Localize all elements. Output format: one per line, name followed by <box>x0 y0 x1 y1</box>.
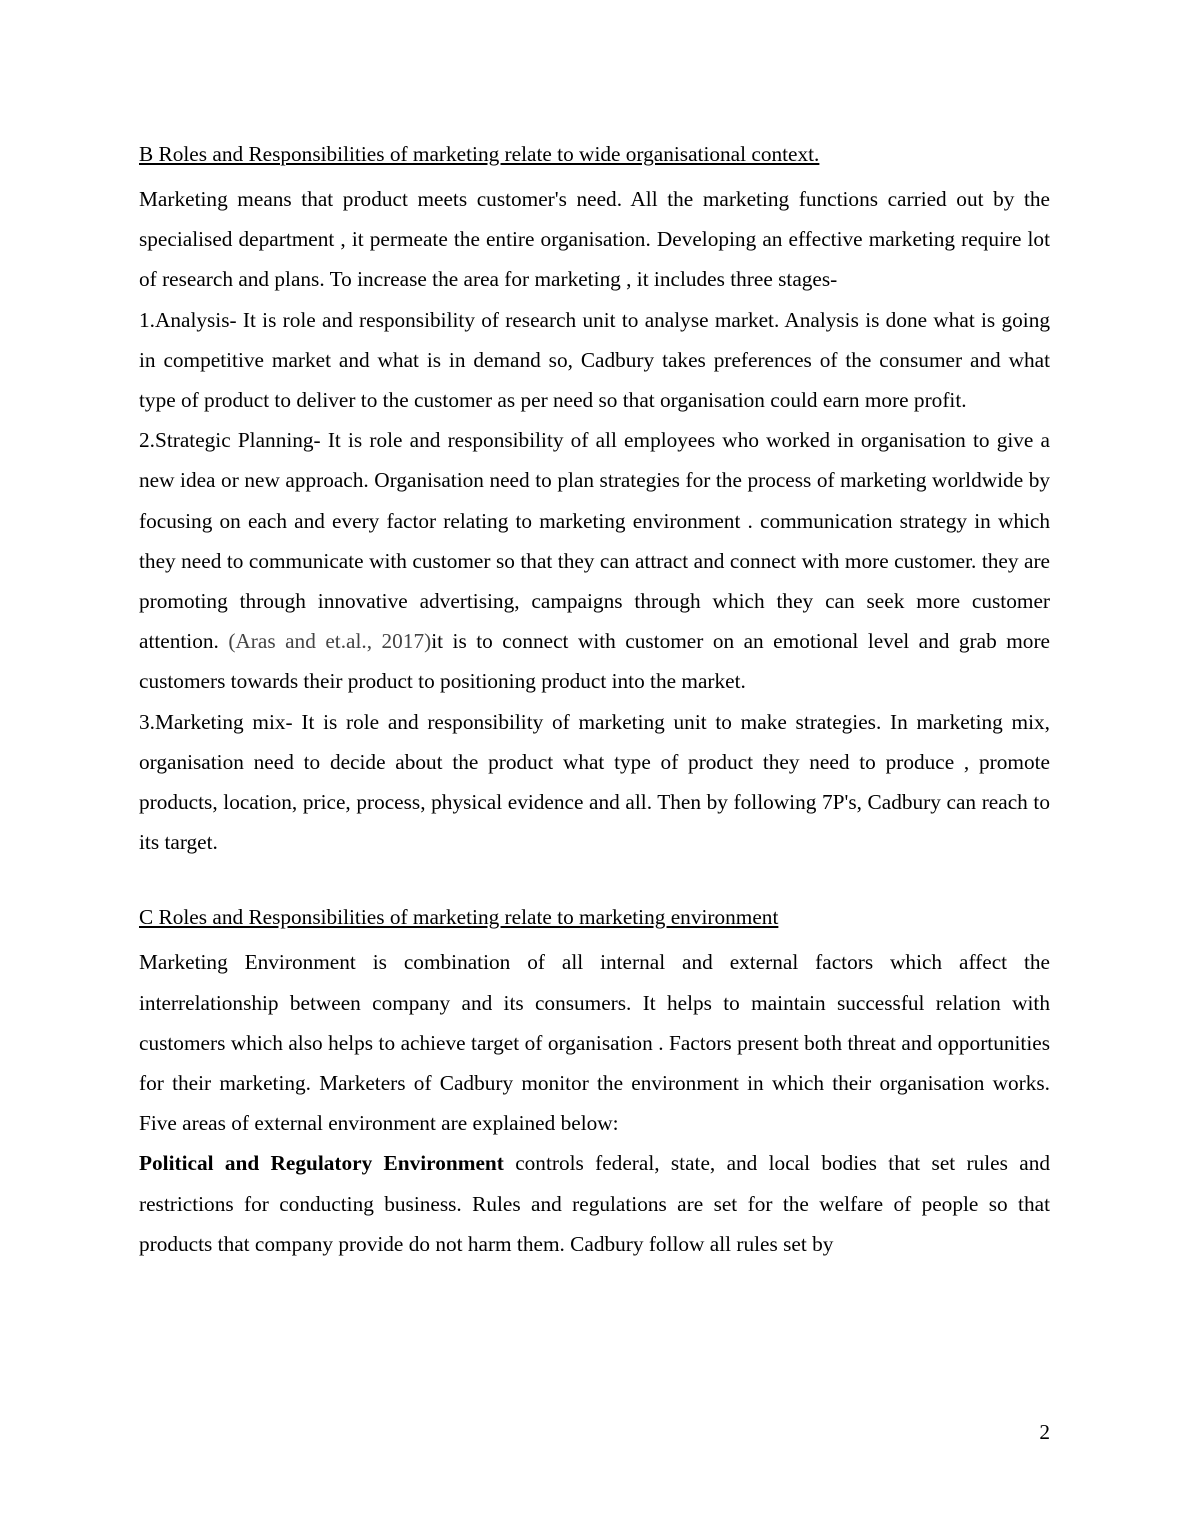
political-environment-text: controls federal, state, and local bodies that set rules and restrictions for conducting business. Rules and regulations are set for the welfare of people so that products that company provide do not harm them. Cadbury follow all rules set by <box>139 1151 1050 1256</box>
section-c-intro: Marketing Environment is combination of all internal and external factors which affect the interrelationship between company and its consumers. It helps to maintain successful relation with customers which also helps to achieve target of organisation . Factors present both threat and opportunities for their marketing. Marketers of Cadbury monitor the environment in which their organisation works. Five areas of external environment are explained below: <box>139 950 1050 1136</box>
strategic-planning-paragraph <box>139 420 1050 701</box>
citation: (Aras and et.al., 2017) <box>228 629 432 654</box>
political-environment-term: Political and Regulatory Environment <box>139 1151 504 1176</box>
analysis-paragraph: 1.Analysis- It is role and responsibility of research unit to analyse market. Analysis is done what is going in competitive market and what is in demand so, Cadbury takes preferences of the consumer and what type of product to deliver to the customer as per need so that organisation could earn more profit. <box>139 307 1050 413</box>
political-environment-paragraph <box>139 1143 1050 1264</box>
strategic-planning-text-cont: it is to connect with customer on an emotional level and grab more customers towards their product to positioning product into the market. <box>139 629 1050 694</box>
strategic-planning-text: 2.Strategic Planning- It is role and responsibility of all employees who worked in organisation to give a new idea or new approach. Organisation need to plan strategies for the process of marketing worldwide by focusing on each and every factor relating to marketing environment . communication strategy in which they need to communicate with customer so that they can attract and connect with more customer. they are promoting through innovative advertising, campaigns through which they can seek more customer attention. <box>139 428 1050 654</box>
page-number: 2 <box>1039 1420 1050 1444</box>
marketing-mix-paragraph: 3.Marketing mix- It is role and responsibility of marketing unit to make strategies. In marketing mix, organisation need to decide about the product what type of product they need to produce , promote products, location, price, process, physical evidence and all. Then by following 7P's, Cadbury can reach to its target. <box>139 709 1050 855</box>
document-page <box>139 139 1050 1264</box>
section-spacer <box>139 862 1050 902</box>
section-b-intro: Marketing means that product meets customer's need. All the marketing functions carried out by the specialised department , it permeate the entire organisation. Developing an effective marketing require lot of research and plans. To increase the area for marketing , it includes three stages- <box>139 187 1050 292</box>
section-c-heading: C Roles and Responsibilities of marketing relate to marketing environment <box>139 905 779 930</box>
section-b-heading: B Roles and Responsibilities of marketing relate to wide organisational context. <box>139 142 820 166</box>
